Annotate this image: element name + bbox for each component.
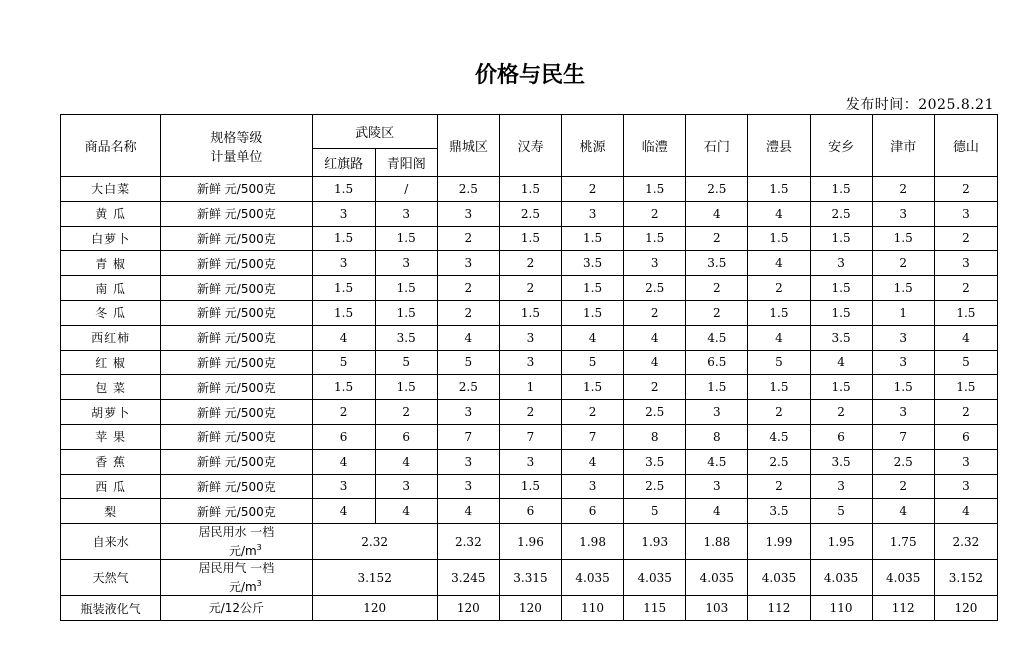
price-cell: 8 — [624, 424, 686, 449]
utility-spec: 元/12公斤 — [161, 596, 312, 621]
price-cell: 6 — [810, 424, 872, 449]
table-row — [61, 350, 998, 375]
header-region: 澧县 — [748, 115, 810, 177]
product-name: 胡萝卜 — [61, 400, 161, 425]
unit-superscript: 3 — [256, 578, 262, 588]
product-name: 苹 果 — [61, 424, 161, 449]
price-cell: 2 — [624, 375, 686, 400]
table-row — [61, 560, 998, 596]
price-cell: 2 — [934, 400, 997, 425]
price-cell: 3 — [934, 449, 997, 474]
unit-superscript: 3 — [256, 542, 262, 552]
price-cell: 1.95 — [810, 524, 872, 560]
table-row — [61, 201, 998, 226]
price-cell: 110 — [810, 596, 872, 621]
price-cell: 1.5 — [872, 276, 934, 301]
price-cell: 1.99 — [748, 524, 810, 560]
product-name: 包 菜 — [61, 375, 161, 400]
utility-spec-line1: 居民用水 一档 — [198, 524, 275, 539]
price-cell: 4.035 — [686, 560, 748, 596]
price-cell: 3 — [499, 325, 561, 350]
price-cell: 5 — [437, 350, 499, 375]
price-cell: 8 — [686, 424, 748, 449]
price-cell: 120 — [437, 596, 499, 621]
table-row — [61, 325, 998, 350]
price-cell: 2 — [686, 226, 748, 251]
price-cell: 1.5 — [810, 276, 872, 301]
price-cell: 2.5 — [810, 201, 872, 226]
price-cell: 2 — [810, 400, 872, 425]
price-cell: 3 — [437, 400, 499, 425]
price-cell: 3 — [437, 201, 499, 226]
table-row — [61, 596, 998, 621]
product-spec: 新鲜 元/500克 — [161, 226, 312, 251]
price-cell: 1.5 — [375, 276, 437, 301]
price-cell: 1 — [499, 375, 561, 400]
price-cell: 6 — [375, 424, 437, 449]
price-cell: 2.5 — [686, 177, 748, 202]
price-cell: 2 — [624, 300, 686, 325]
price-cell: 2 — [499, 251, 561, 276]
price-cell: 5 — [375, 350, 437, 375]
price-cell: 2 — [934, 226, 997, 251]
price-cell: 4 — [375, 499, 437, 524]
price-cell: 2.32 — [934, 524, 997, 560]
utility-name: 自来水 — [61, 524, 161, 560]
price-cell: 1.5 — [810, 177, 872, 202]
price-cell: 1.5 — [748, 375, 810, 400]
price-cell: 3 — [872, 201, 934, 226]
price-cell: 1.5 — [312, 276, 375, 301]
price-cell: 1.5 — [686, 375, 748, 400]
product-spec: 新鲜 元/500克 — [161, 499, 312, 524]
price-cell: 4.035 — [748, 560, 810, 596]
product-spec: 新鲜 元/500克 — [161, 350, 312, 375]
price-cell: 1.5 — [872, 226, 934, 251]
header-region: 安乡 — [810, 115, 872, 177]
header-region: 临澧 — [624, 115, 686, 177]
price-cell: 4 — [934, 325, 997, 350]
price-cell: 4 — [562, 449, 624, 474]
table-row — [61, 499, 998, 524]
price-cell: 2 — [748, 400, 810, 425]
price-cell: 1.5 — [375, 300, 437, 325]
price-cell: 4.5 — [686, 449, 748, 474]
price-cell: 7 — [437, 424, 499, 449]
price-cell: 5 — [624, 499, 686, 524]
publish-date: 发布时间：2025.8.21 — [845, 97, 994, 113]
price-cell: 3.152 — [934, 560, 997, 596]
price-cell: 2.5 — [437, 177, 499, 202]
header-region: 鼎城区 — [437, 115, 499, 177]
product-spec: 新鲜 元/500克 — [161, 400, 312, 425]
product-name: 西红柿 — [61, 325, 161, 350]
price-cell: 4.035 — [810, 560, 872, 596]
price-cell: 5 — [934, 350, 997, 375]
product-spec: 新鲜 元/500克 — [161, 325, 312, 350]
header-sub-qingyang: 青阳阁 — [375, 149, 437, 177]
price-cell: 2.5 — [748, 449, 810, 474]
price-cell: 110 — [562, 596, 624, 621]
price-cell: 1.96 — [499, 524, 561, 560]
price-cell: 2.5 — [624, 474, 686, 499]
price-cell: 3 — [934, 474, 997, 499]
price-cell: 3 — [686, 474, 748, 499]
price-cell: 2 — [437, 226, 499, 251]
price-cell-wuling: 120 — [312, 596, 437, 621]
price-cell: 4 — [810, 350, 872, 375]
price-cell: 2 — [872, 177, 934, 202]
table-row — [61, 524, 998, 560]
table-row — [61, 177, 998, 202]
price-cell: 3 — [375, 251, 437, 276]
price-cell: 3 — [375, 201, 437, 226]
price-cell: 1.5 — [375, 375, 437, 400]
price-cell: 1.5 — [312, 226, 375, 251]
price-cell: 1.5 — [499, 474, 561, 499]
price-cell: / — [375, 177, 437, 202]
price-cell: 5 — [312, 350, 375, 375]
price-cell: 1.5 — [312, 375, 375, 400]
product-spec: 新鲜 元/500克 — [161, 449, 312, 474]
table-row — [61, 226, 998, 251]
product-name: 冬 瓜 — [61, 300, 161, 325]
price-cell: 2 — [624, 201, 686, 226]
price-cell: 2 — [437, 300, 499, 325]
product-name: 白萝卜 — [61, 226, 161, 251]
price-cell: 1.5 — [810, 226, 872, 251]
price-cell: 1.5 — [748, 177, 810, 202]
price-cell: 3 — [562, 474, 624, 499]
price-cell: 1.5 — [562, 375, 624, 400]
price-cell: 3.5 — [624, 449, 686, 474]
product-name: 大白菜 — [61, 177, 161, 202]
price-cell: 112 — [748, 596, 810, 621]
price-cell: 3 — [562, 201, 624, 226]
product-spec: 新鲜 元/500克 — [161, 474, 312, 499]
header-sub-hongqi: 红旗路 — [312, 149, 375, 177]
utility-name: 瓶装液化气 — [61, 596, 161, 621]
product-name: 黄 瓜 — [61, 201, 161, 226]
product-spec: 新鲜 元/500克 — [161, 251, 312, 276]
page-title: 价格与民生 — [474, 63, 585, 88]
price-cell: 2.5 — [437, 375, 499, 400]
price-cell: 4 — [437, 499, 499, 524]
header-group-wuling: 武陵区 — [312, 115, 437, 149]
price-cell: 2 — [499, 400, 561, 425]
price-cell: 2 — [437, 276, 499, 301]
price-cell: 3 — [437, 449, 499, 474]
price-cell: 4.5 — [748, 424, 810, 449]
table-row — [61, 400, 998, 425]
price-cell: 2 — [934, 177, 997, 202]
price-cell: 7 — [872, 424, 934, 449]
utility-name: 天然气 — [61, 560, 161, 596]
price-cell: 2.5 — [624, 276, 686, 301]
price-cell: 3 — [872, 400, 934, 425]
price-cell: 6 — [562, 499, 624, 524]
product-name: 红 椒 — [61, 350, 161, 375]
product-spec: 新鲜 元/500克 — [161, 424, 312, 449]
price-cell: 4.035 — [562, 560, 624, 596]
product-name: 南 瓜 — [61, 276, 161, 301]
unit-text: 元/m — [228, 579, 257, 594]
utility-spec — [161, 560, 312, 596]
price-cell: 2 — [562, 400, 624, 425]
price-cell: 3.5 — [748, 499, 810, 524]
price-cell: 3 — [934, 251, 997, 276]
price-cell: 115 — [624, 596, 686, 621]
price-cell: 4 — [872, 499, 934, 524]
price-cell: 4.5 — [686, 325, 748, 350]
price-cell: 2.5 — [499, 201, 561, 226]
price-cell: 1 — [872, 300, 934, 325]
header-region: 津市 — [872, 115, 934, 177]
price-cell: 3.315 — [499, 560, 561, 596]
price-cell-wuling: 2.32 — [312, 524, 437, 560]
price-cell: 3 — [686, 400, 748, 425]
price-cell: 4 — [312, 499, 375, 524]
price-cell: 3 — [312, 201, 375, 226]
utility-spec-unit — [161, 576, 311, 595]
table-row — [61, 449, 998, 474]
table-row — [61, 375, 998, 400]
price-cell: 1.5 — [624, 226, 686, 251]
price-cell: 3 — [810, 474, 872, 499]
price-cell: 2.32 — [437, 524, 499, 560]
price-cell: 4 — [312, 449, 375, 474]
price-cell: 3 — [872, 325, 934, 350]
price-cell: 3 — [499, 350, 561, 375]
price-cell: 3.5 — [375, 325, 437, 350]
price-cell: 3 — [810, 251, 872, 276]
price-cell: 1.5 — [872, 375, 934, 400]
price-cell: 1.93 — [624, 524, 686, 560]
product-spec: 新鲜 元/500克 — [161, 201, 312, 226]
price-cell: 1.5 — [312, 300, 375, 325]
table-row — [61, 300, 998, 325]
price-cell: 2.5 — [624, 400, 686, 425]
price-table — [60, 114, 998, 621]
product-name: 青 椒 — [61, 251, 161, 276]
price-cell: 1.5 — [562, 300, 624, 325]
product-name: 梨 — [61, 499, 161, 524]
price-cell: 3 — [499, 449, 561, 474]
product-spec: 新鲜 元/500克 — [161, 300, 312, 325]
price-cell: 3.5 — [810, 449, 872, 474]
price-cell: 7 — [499, 424, 561, 449]
price-cell: 3 — [375, 474, 437, 499]
product-name: 西 瓜 — [61, 474, 161, 499]
price-cell: 4.035 — [872, 560, 934, 596]
table-row — [61, 276, 998, 301]
price-cell: 3.5 — [686, 251, 748, 276]
price-cell: 1.5 — [748, 226, 810, 251]
table-row — [61, 474, 998, 499]
price-cell: 3.5 — [810, 325, 872, 350]
header-product: 商品名称 — [61, 115, 161, 177]
price-cell: 1.5 — [562, 226, 624, 251]
price-cell: 1.5 — [810, 375, 872, 400]
product-name: 香 蕉 — [61, 449, 161, 474]
price-cell: 1.5 — [375, 226, 437, 251]
price-cell: 1.5 — [562, 276, 624, 301]
price-cell: 2 — [686, 300, 748, 325]
price-cell: 3 — [437, 474, 499, 499]
price-cell: 4 — [624, 325, 686, 350]
price-cell: 3.245 — [437, 560, 499, 596]
price-cell-wuling: 3.152 — [312, 560, 437, 596]
price-cell: 112 — [872, 596, 934, 621]
price-cell: 4 — [562, 325, 624, 350]
price-cell: 103 — [686, 596, 748, 621]
price-cell: 1.5 — [934, 300, 997, 325]
price-cell: 2 — [748, 474, 810, 499]
price-cell: 4 — [624, 350, 686, 375]
price-cell: 5 — [810, 499, 872, 524]
price-cell: 2 — [312, 400, 375, 425]
price-cell: 1.5 — [810, 300, 872, 325]
price-cell: 1.5 — [312, 177, 375, 202]
price-cell: 4 — [312, 325, 375, 350]
price-cell: 4 — [748, 325, 810, 350]
price-cell: 3 — [624, 251, 686, 276]
price-cell: 1.5 — [624, 177, 686, 202]
price-cell: 3.5 — [562, 251, 624, 276]
price-cell: 1.5 — [934, 375, 997, 400]
price-cell: 3 — [437, 251, 499, 276]
product-spec: 新鲜 元/500克 — [161, 276, 312, 301]
price-cell: 2 — [934, 276, 997, 301]
price-cell: 4 — [934, 499, 997, 524]
price-cell: 7 — [562, 424, 624, 449]
header-spec-line1: 规格等级 — [210, 130, 263, 146]
price-cell: 4 — [375, 449, 437, 474]
price-cell: 6 — [934, 424, 997, 449]
utility-spec-line1: 居民用气 一档 — [198, 560, 275, 575]
price-cell: 120 — [499, 596, 561, 621]
table-row — [61, 424, 998, 449]
price-cell: 5 — [748, 350, 810, 375]
price-cell: 2 — [499, 276, 561, 301]
price-cell: 6 — [499, 499, 561, 524]
price-cell: 1.5 — [499, 177, 561, 202]
price-cell: 120 — [934, 596, 997, 621]
price-cell: 1.75 — [872, 524, 934, 560]
price-cell: 2 — [872, 251, 934, 276]
price-cell: 3 — [934, 201, 997, 226]
price-cell: 4 — [437, 325, 499, 350]
price-cell: 1.88 — [686, 524, 748, 560]
price-cell: 2 — [686, 276, 748, 301]
header-spec — [161, 115, 312, 177]
price-cell: 4.035 — [624, 560, 686, 596]
price-cell: 4 — [686, 201, 748, 226]
price-cell: 1.98 — [562, 524, 624, 560]
header-region: 汉寿 — [499, 115, 561, 177]
table-row — [61, 251, 998, 276]
header-region: 桃源 — [562, 115, 624, 177]
header-region: 石门 — [686, 115, 748, 177]
price-cell: 6.5 — [686, 350, 748, 375]
price-cell: 5 — [562, 350, 624, 375]
product-spec: 新鲜 元/500克 — [161, 375, 312, 400]
price-cell: 1.5 — [499, 300, 561, 325]
price-cell: 4 — [748, 201, 810, 226]
price-cell: 2 — [872, 474, 934, 499]
price-cell: 2.5 — [872, 449, 934, 474]
price-cell: 3 — [312, 474, 375, 499]
header-spec-line2: 计量单位 — [210, 149, 263, 165]
price-cell: 2 — [375, 400, 437, 425]
product-spec: 新鲜 元/500克 — [161, 177, 312, 202]
price-cell: 6 — [312, 424, 375, 449]
price-cell: 3 — [872, 350, 934, 375]
price-cell: 1.5 — [499, 226, 561, 251]
price-cell: 4 — [748, 251, 810, 276]
price-cell: 2 — [562, 177, 624, 202]
price-cell: 2 — [748, 276, 810, 301]
price-cell: 1.5 — [748, 300, 810, 325]
unit-text: 元/m — [228, 543, 257, 558]
price-cell: 3 — [312, 251, 375, 276]
price-cell: 4 — [686, 499, 748, 524]
utility-spec-unit — [161, 540, 311, 559]
utility-spec — [161, 524, 312, 560]
header-region: 德山 — [934, 115, 997, 177]
